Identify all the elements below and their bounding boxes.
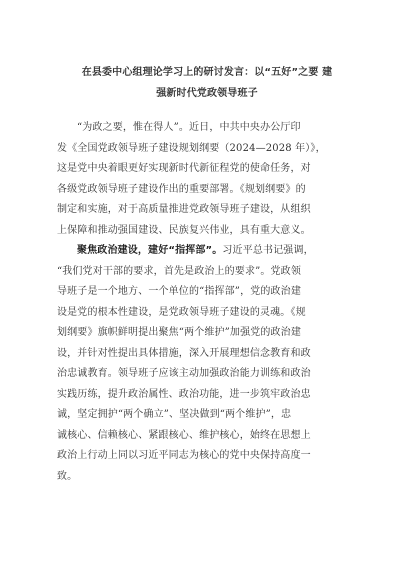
paragraph-line: 上保障和推动强国建设、民族复兴伟业，具有重大意义。 (57, 224, 311, 236)
paragraph-line: 诚，坚定拥护“两个确立”、坚决做到“两个维护”，忠 (57, 409, 292, 420)
paragraph-line: 治忠诚教育。领导班子应该主动加强政治能力训练和政治 (57, 368, 311, 379)
section-heading: 聚焦政治建设，建好“指挥部”。 (77, 245, 223, 256)
paragraph-line: 这是党中央着眼更好实现新时代新征程党的使命任务，对 (57, 163, 311, 174)
paragraph-line: 各级党政领导班子建设作出的重要部署。《规划纲要》的 (57, 183, 306, 195)
paragraph-line: 政治上行动上同以习近平同志为核心的党中央保持高度一 (57, 450, 311, 461)
paragraph-line: 设，并针对性提出具体措施，深入开展理想信念教育和政 (57, 347, 311, 359)
paragraph-first-line (57, 241, 361, 262)
title-line-1: 在县委中心组理论学习上的研讨发言：以“五好”之要 建 (81, 67, 333, 78)
document-body (57, 118, 361, 487)
paragraph-1 (57, 118, 361, 241)
paragraph-line: 设是党的根本性建设，是党政领导班子建设的灵魂。《规 (57, 306, 306, 318)
paragraph-line: “为政之要，惟在得人”。近日，中共中央办公厅印 (77, 122, 301, 133)
paragraph-text: 习近平总书记强调， (222, 245, 314, 256)
paragraph-line: “我们党对干部的要求，首先是政治上的要求”。党政领 (57, 265, 301, 277)
paragraph-line: 制定和实施，对于高质量推进党政领导班子建设，从组织 (57, 204, 311, 215)
title-line-2: 强新时代党政领导班子 (156, 87, 258, 99)
paragraph-line: 导班子是一个地方、一个单位的“指挥部”，党的政治建 (57, 286, 301, 297)
paragraph-2 (57, 241, 361, 487)
paragraph-line: 发《全国党政领导班子建设规划纲要（2024—2028 年）》， (57, 142, 326, 154)
paragraph-line: 诚核心、信赖核心、紧跟核心、维护核心，始终在思想上 (57, 429, 311, 441)
paragraph-line: 致。 (57, 470, 78, 482)
document-title (54, 63, 360, 104)
paragraph-line: 实践历练，提升政治属性、政治功能，进一步筑牢政治忠 (57, 388, 311, 400)
paragraph-line: 划纲要》旗帜鲜明提出聚焦“两个维护”加强党的政治建 (57, 327, 301, 338)
